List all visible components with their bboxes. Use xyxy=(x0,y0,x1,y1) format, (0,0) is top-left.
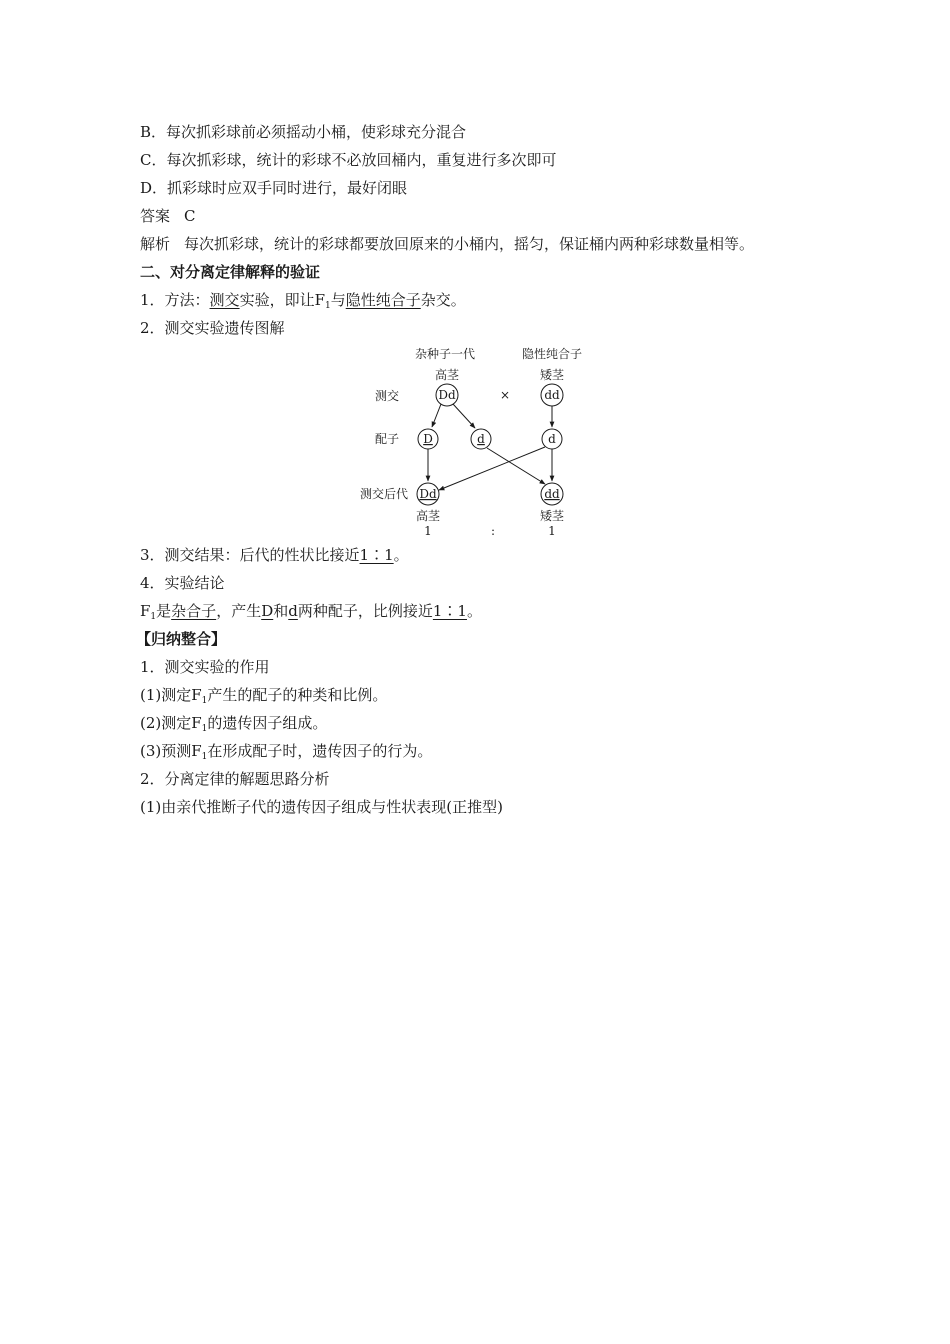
parent2-genotype: dd xyxy=(544,388,560,402)
option-d: D．抓彩球时应双手同时进行，最好闭眼 xyxy=(140,179,408,197)
diagram-caption: 2．测交实验遗传图解 xyxy=(140,319,285,337)
offspring1-trait: 高茎 xyxy=(415,509,441,523)
summary-item-1c: (3)预测$F_1$在形成配子时，遗传因子的行为。 xyxy=(140,742,433,762)
method-line: 1．方法：测交实验，即让$F_1$与隐性纯合子杂交。 xyxy=(140,291,466,311)
answer-value: C xyxy=(184,207,196,225)
answer-line xyxy=(140,206,196,226)
blank-d: d xyxy=(288,602,298,620)
blank-heterozygote: 杂合子 xyxy=(171,602,217,620)
ratio-colon: : xyxy=(490,524,496,538)
offspring2-trait: 矮茎 xyxy=(539,509,565,523)
gamete-d2: d xyxy=(548,432,556,446)
parent1-trait: 高茎 xyxy=(434,368,460,382)
row-label-testcross: 测交 xyxy=(375,389,400,403)
option-b: B．每次抓彩球前必须摇动小桶，使彩球充分混合 xyxy=(140,123,467,141)
parent2-title: 隐性纯合子 xyxy=(521,347,583,361)
conclusion-line: $F_1$是杂合子，产生D和d两种配子，比例接近1∶1。 xyxy=(140,602,482,622)
conclusion-title: 4．实验结论 xyxy=(140,574,225,592)
option-c: C．每次抓彩球，统计的彩球不必放回桶内，重复进行多次即可 xyxy=(140,151,557,169)
blank-testcross: 测交 xyxy=(209,291,240,309)
blank-D: D xyxy=(261,602,274,620)
arrow-p1-to-D xyxy=(432,404,441,427)
result-line: 3．测交结果：后代的性状比接近1∶1。 xyxy=(140,546,409,564)
parent2-trait: 矮茎 xyxy=(539,368,565,382)
summary-heading: 【归纳整合】 xyxy=(136,630,227,648)
blank-ratio-2: 1∶1 xyxy=(432,602,467,620)
summary-item-1b: (2)测定$F_1$的遗传因子组成。 xyxy=(140,714,328,734)
gamete-D: D xyxy=(423,432,433,446)
analysis-line xyxy=(140,234,754,254)
analysis-text: 每次抓彩球，统计的彩球都要放回原来的小桶内，摇匀，保证桶内两种彩球数量相等。 xyxy=(184,235,755,253)
arrow-d-to-dd xyxy=(487,448,545,484)
arrow-p1-to-d xyxy=(453,404,475,428)
summary-item-2: 2．分离定律的解题思路分析 xyxy=(140,770,330,788)
parent1-genotype: Dd xyxy=(438,388,456,402)
ratio-right: 1 xyxy=(548,524,556,538)
testcross-genetic-diagram xyxy=(355,342,595,542)
analysis-label: 解析 xyxy=(140,235,171,253)
answer-label: 答案 xyxy=(140,207,171,225)
summary-item-1a: (1)测定$F_1$产生的配子的种类和比例。 xyxy=(140,686,388,706)
blank-ratio: 1∶1 xyxy=(359,546,394,564)
row-label-offspring: 测交后代 xyxy=(360,487,409,501)
summary-item-1: 1．测交实验的作用 xyxy=(140,658,270,676)
row-label-gamete: 配子 xyxy=(375,432,400,446)
arrow-d2-to-Dd xyxy=(439,447,545,490)
section-heading: 二、对分离定律解释的验证 xyxy=(140,263,321,281)
summary-item-2a: (1)由亲代推断子代的遗传因子组成与性状表现(正推型) xyxy=(140,798,503,816)
cross-symbol: × xyxy=(499,388,511,402)
offspring1-genotype: Dd xyxy=(419,487,437,501)
parent1-title: 杂种子一代 xyxy=(414,347,476,361)
blank-recessive-homozygote: 隐性纯合子 xyxy=(345,291,421,309)
ratio-left: 1 xyxy=(424,524,432,538)
gamete-d1: d xyxy=(477,432,485,446)
offspring2-genotype: dd xyxy=(544,487,560,501)
